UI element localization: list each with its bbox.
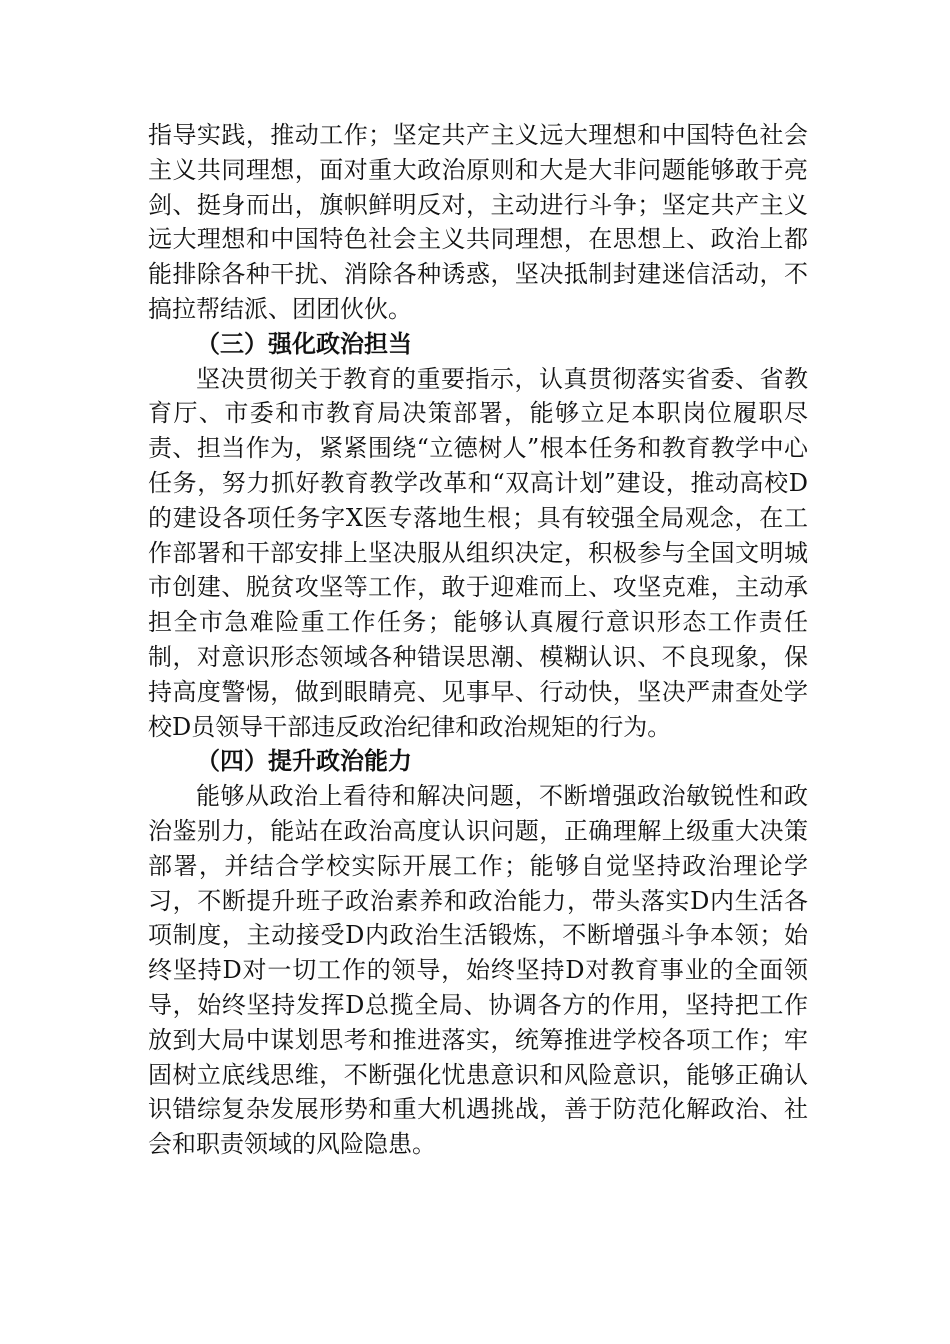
paragraph-section-4: 能够从政治上看待和解决问题，不断增强政治敏锐性和政治鉴别力，能站在政治高度认识问题，正确理解上级重大决策部署，并结合学校实际开展工作；能够自觉坚持政治理论学习，不断提升班子政治素养和政治能力，带头落实D内生活各项制度，主动接受D内政治生活锻炼，不断增强斗争本领；始终坚持D对一切工作的领导，始终坚持D对教育事业的全面领导，始终坚持发挥D总揽全局、协调各方的作用，坚持把工作放到大局中谋划思考和推进落实，统筹推进学校各项工作；牢固树立底线思维，不断强化忧患意识和风险意识，能够正确认识错综复杂发展形势和重大机遇挑战，善于防范化解政治、社会和职责领域的风险隐患。 — [148, 782, 808, 1159]
section-heading-3: （三）强化政治担当 — [196, 328, 412, 358]
paragraph-section-3: 坚决贯彻关于教育的重要指示，认真贯彻落实省委、省教育厅、市委和市教育局决策部署，能够立足本职岗位履职尽责、担当作为，紧紧围绕“立德树人”根本任务和教育教学中心任务，努力抓好教育教学改革和“双高计划”建设，推动高校D的建设各项任务字X医专落地生根；具有较强全局观念，在工作部署和干部安排上坚决服从组织决定，积极参与全国文明城市创建、脱贫攻坚等工作，敢于迎难而上、攻坚克难，主动承担全市急难险重工作任务；能够认真履行意识形态工作责任制，对意识形态领域各种错误思潮、模糊认识、不良现象，保持高度警惕，做到眼睛亮、见事早、行动快，坚决严肃查处学校D员领导干部违反政治纪律和政治规矩的行为。 — [148, 364, 808, 741]
paragraph-continuation: 指导实践，推动工作；坚定共产主义远大理想和中国特色社会主义共同理想，面对重大政治原则和大是大非问题能够敢于亮剑、挺身而出，旗帜鲜明反对，主动进行斗争；坚定共产主义远大理想和中国特色社会主义共同理想，在思想上、政治上都能排除各种干扰、消除各种诱惑，坚决抵制封建迷信活动，不搞拉帮结派、团团伙伙。 — [148, 121, 808, 323]
document-body — [148, 118, 808, 1162]
section-heading-4: （四）提升政治能力 — [196, 746, 412, 776]
